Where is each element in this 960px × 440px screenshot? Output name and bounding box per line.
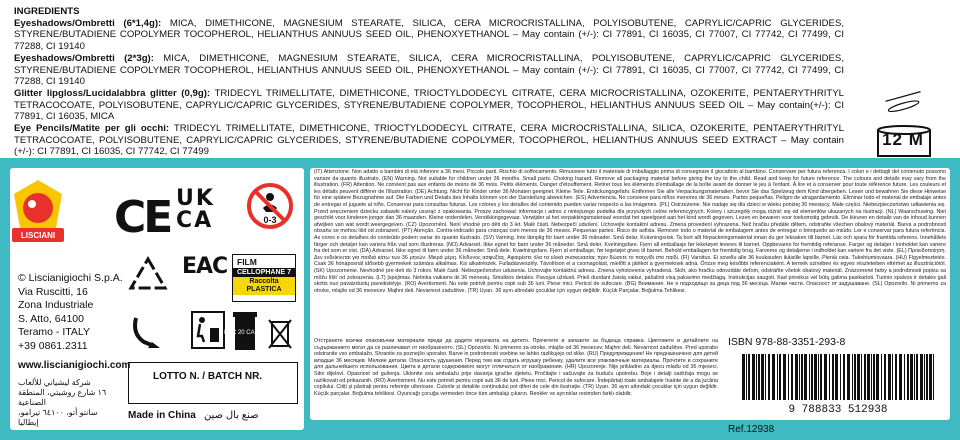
barcode-bar	[752, 354, 755, 400]
warnings-text: (IT) Attenzione. Non adatto a bambini di età inferiore a 36 mesi. Piccole parti. Rischio di soffocamento. Rimuovere tutto il materiale di imballaggio prima di consegnare il giocattolo al bambino. Conservare per futura referenza. I colori e i dettagli del contenuto possono variare da quanto illustrato. (EN) Warning. Not suitable for children under 36 months. Small parts. Choking hazard. Remove all packaging material before giving the toy to the child. Read and keep for future reference. The colours and details may vary from the illustration. (FR) Attention. Ne convient pas aux enfants de moins de 36 mois. Petits éléments. Danger d'étouffement. Retirer tous les éléments d'emballage de la boîte avant de donner le jeu à l'enfant. À lire et à conserver pour toute référence future. Les couleurs et les détails peuvent différer de l'illustration. (DE) Achtung. Nicht für Kinder unter 36 Monaten geeignet. Kleine Teile. Erstickungsgefahr. Entfernen Sie alle Verpackungsmaterialien, bevor Sie das Spielzeug dem Kind übergeben. Lesen und bewahren Sie diese Hinweise für eine spätere Bezugnahme auf. Die Farben und Details des Inhalts können von der Darstellung abweichen. (ES) Advertencia. No conviene para niños menores de 36 meses. Partes pequeñas. Peligro de atragantamiento. Eliminar todo el material de embalaje antes de entregar el juguete al niño. Conservar para consultas futuras. Los colores y los detalles del contenido pueden variar respecto a las imágenes. (PL) Ostrzeżenie. Nie nadaje się dla dzieci w wieku poniżej 36 miesięcy. Małe części. Niebezpieczeństwo udławienia się. Przed wręczeniem dziecku zabawki należy usunąć z opakowania. Proszę zachować informacje i adres z niniejszego pudełka dla przyszłych celów referencyjnych. Kolory i szczegóły mogą różnić się od elementów ukazanych na ilustracji. (NL) Waarschuwing. Niet geschikt voor kinderen jonger dan 36 maanden. Kleine onderdelen. Verstikkingsgevaar. Verwijder al het verpakkingsmateriaal voordat het speelgoed aan het kind wordt gegeven. Lezen en bewaren voor toekomstig gebruik. De kleuren en details van de inhoud kunnen afwijken van wat wordt weergegeven. (CZ) Upozornění. Není vhodné pro děti do 3 let. Malé části. Nebezpečí udušení. Uchovejte kontaktní adresu. Zmena provedení vyhrazena. Než hračku předáte dětem, odstraňte všechen obalový materiál. Barva a podrobnosti obsahu se mohou lišit od zobrazení. (PT) Atenção. Contra-indicado para crianças com menos de 36 meses. Pequenas partes. Risco de asfixia. Remover todo o material de embalagem antes de entregar o brinquedo ao miúdo. Ler e conservar para futura referência. As cores e os detalhes do conteúdo podem variar do quanto ilustrado. (SV) Varning. Inte lämplig för barn under 36 månader. Små delar. Kvävningsrisk. Ta bort allt förpackningsmaterial innan du ger leksaken till barnet. Läs och spara för framtida referens. Innehållets färger och detaljer kan variera från vad som illustreras. (NO) Advarsel. Ikke egnet for barn under 36 måneder. Små deler. Kvelningsfare. Fjern all emballasje før leketøyet leveres til barnet. Oppbevares for fremtidig referanse. Farger og detaljer i innholdet kan variere fra det som er vist. (DA) Advarsel. Ikke egnet til børn under 36 måneder. Små dele. Kvælningsfare. Fjern al emballage, før legetøjet gives til barnet. Behold emballagen for fremtidig brug. Farverne og detaljerne i indholdet kan variere fra det viste. (EL) Προειδοποίηση. Δεν ενδείκνυται για παιδιά κάτω των 36 μηνών. Μικρά μέρη. Κίνδυνος ασφυξίας. Αφαιρέστε όλα τα υλικά συσκευασίας πριν δώσετε το παιχνίδι στο παιδί. (FI) Varoitus. Ei sovellu alle 36 kuukauden ikäisille lapsille. Pieniä osia. Tukehtumisvaara. (HU) Figyelmeztetés. Csak 36 hónaposnál idősebb gyermekek számára alkalmas. Kis alkatrészek. Fulladásveszély. Távolítson el a csomagolást, mielőtt a játékot a gyermeknek adná. Őrizze meg későbbi referenciaként. A termék színében és egyes részleteiben eltérhet az illusztrációtól. (SK) Upozornenie. Nevhodné pre deti do 3 rokov. Malé časti. Nebezpečenstvo udusenia. Uchovajte kontaktnú adresu. Zmena vyhotovenia vyhradená. Skôr, ako hračku odovzdáte deťom, odstráňte všetok obalový materiál. Znázornené farby a podrobnosti popisu sa môžu líšiť od zobrazenia. (LT) Įspėjimas. Netinka vaikams iki 36 mėnesių. Smulkios detalės. Pavojus uždusti. Prieš duodant žaislą vaikui, pašalinti visą pakavimo medžiagą. Instrukcijas saugoti. Kad prireikus vėl būtų galima pasikartoti. Turinio spalvos ir detalės gali skirtis nuo pavaizduotų paveikslėlyje. (RO) Avertisment. Nu este potrivit pentru copii sub 36 luni. Piese mici. Pericol de sufocare. (BG) Внимание. Не е подходящо за деца под 36 месеца. Малки части. Опасност от задушаване. (SL) Opozorilo. Ni primerno za otroke, mlajše od 36 mesecev. Majhni deli. Nevarnost zadušitve. (TR) Uyarı. 36 ayın altındaki çocuklar için uygun değildir. Küçük Parçalar. Boğulma Tehlikesi.	[314, 169, 946, 294]
address-line: Via Ruscitti, 16	[18, 285, 88, 298]
barcode-bar	[861, 354, 862, 400]
film-recycling-label	[232, 254, 296, 302]
barcode-bar	[924, 354, 925, 400]
arabic-line: ١٦ شارع روشيتي، المنطقة الصناعية	[18, 388, 107, 407]
ingredient-label: Eyeshadows/Ombretti (2*3g):	[14, 52, 154, 64]
barcode-bar	[895, 354, 897, 400]
made-in-china-arabic: صنع بال صين	[204, 410, 259, 421]
film-material: CELLOPHANE 7	[233, 268, 295, 277]
barcode-bar	[920, 354, 923, 400]
open-jar-icon	[862, 88, 944, 128]
address-line: Zona Industriale	[18, 299, 94, 312]
company-address	[18, 272, 123, 354]
barcode-bar	[871, 354, 872, 400]
barcode-bar	[914, 354, 915, 400]
barcode-bar	[854, 354, 856, 400]
barcode-digits: 9 788833 512938	[788, 404, 888, 416]
ingredient-label: Eye Pencils/Matite per gli occhi:	[14, 123, 170, 135]
recycle-triangle-icon	[128, 256, 168, 292]
age-warning-icon	[246, 182, 294, 230]
address-line: Teramo - ITALY	[18, 326, 90, 339]
film-collection-line2: PLASTICA	[246, 286, 282, 293]
barcode-bar	[884, 354, 886, 400]
ingredient-text: TRIDECYL TRIMELLITATE, DIMETHICONE, TRIOCTYLDODECYL CITRATE, CERA MICROCRISTALLINA, OZOKERITE, PENTAERYTHRITYL TETRACOCOATE, POLYISOBUTENE, CAPRYLIC/CAPRIC GLYCERIDES, STYRENE/BUTADIENE COPOLYMER, TOCOPHEROL, HELIANTHUS ANNUUS SEED OIL – May contain(+/-): CI 77891, CI 16035, MICA	[14, 87, 845, 123]
film-collection	[233, 277, 295, 295]
address-line: +39 0861.2311	[18, 339, 88, 352]
crossed-bin-icon	[266, 314, 294, 350]
ukca-line2: CA	[176, 208, 214, 233]
barcode-bar	[926, 354, 928, 400]
brand-name: LISCIANI	[20, 231, 56, 240]
barcode-bar	[814, 354, 817, 400]
ingredient-text: MICA, DIMETHICONE, MAGNESIUM STEARATE, SILICA, CERA MICROCRISTALLINA, POLYISOBUTENE, CAPRYLIC/CAPRIC GLYCERIDES, STYRENE/BUTADIENE COPOLYMER TOCOPHEROL, HELIANTHUS ANNUUS SEED OIL, PHENOXYETHANOL – May contain (+/-): CI 77891, CI 16035, CI 77007, CI 77742, CI 77499, CI 77288, CI 19140	[14, 17, 845, 53]
barcode-bar	[899, 354, 902, 400]
barcode-bar	[840, 354, 841, 400]
barcode-bar	[904, 354, 905, 400]
arabic-address	[18, 378, 118, 428]
barcode-bar	[829, 354, 830, 400]
batch-number-box	[128, 362, 298, 404]
barcode-bar	[804, 354, 807, 400]
ingredient-label: Eyeshadows/Ombretti (6*1,4g):	[14, 17, 162, 29]
ingredient-text: MICA, DIMETHICONE, MAGNESIUM STEARATE, SILICA, CERA MICROCRISTALLINA, POLYISOBUTENE, CAPRYLIC/CAPRIC GLYCERIDES, STYRENE/BUTADIENE COPOLYMER TOCOPHEROL, HELIANTHUS ANNUUS SEED OIL, PHENOXYETHANOL – May contain (+/-): CI 77891, CI 16035, CI 77007, CI 77742, CI 77499, CI 77288, CI 19140	[14, 52, 844, 88]
barcode-bar	[910, 354, 913, 400]
barcode-bar	[824, 354, 827, 400]
barcode-bar	[761, 354, 764, 400]
barcode-bar	[832, 354, 834, 400]
tidyman-icon	[190, 310, 226, 350]
barcode-bar	[864, 354, 866, 400]
ingredients-heading: INGREDIENTS	[14, 6, 80, 17]
barcode-bar	[873, 354, 875, 400]
ingredient-label: Glitter lipgloss/Lucidalabbra glitter (0,9g):	[14, 87, 211, 99]
eac-mark: EAC	[182, 254, 228, 279]
barcode-bar	[929, 354, 932, 400]
ingredient-text: TRIDECYL TRIMELLITATE, DIMETHICONE, TRIOCTYLDODECYL CITRATE, CERA MICROCRISTALLINA, SILICA, OZOKERITE, PENTAERYTHRITYL TETRACOCOATE, POLYISOBUTENE, CAPRYLIC/CAPRIC GLYCERIDES, STYRENE/BUTADIENE COPOLYMER, TOCOPHEROL, HELIANTHUS ANNUUS SEED EXTRACT – May contain (+/-): CI 77891, CI 16035, CI 77742, CI 77499	[14, 123, 844, 158]
film-collection-line1: Raccolta	[249, 278, 279, 285]
recycling-bin-label: BAC 20 CARTA	[223, 330, 267, 336]
recycling-bin-icon	[223, 310, 267, 352]
barcode-bar	[795, 354, 798, 400]
barcode-bar	[748, 354, 750, 400]
pao-label: 12 M	[882, 130, 924, 149]
barcode-bar	[876, 354, 879, 400]
barcode-bar	[788, 354, 789, 400]
barcode-bar	[801, 354, 803, 400]
barcode-bar	[881, 354, 882, 400]
ukca-line1: UK	[176, 186, 215, 211]
barcode-bar	[799, 354, 800, 400]
barcode-bar	[888, 354, 891, 400]
barcode-bar	[742, 354, 745, 400]
barcode-bar	[809, 354, 810, 400]
barcode-bar	[765, 354, 766, 400]
age-label: 0-3	[263, 215, 277, 225]
isbn-code: ISBN 978-88-3351-293-8	[728, 336, 846, 348]
barcode-bar	[820, 354, 822, 400]
barcode-bar	[933, 354, 934, 400]
barcode-bar	[791, 354, 793, 400]
barcode-bar	[843, 354, 845, 400]
barcode-bar	[867, 354, 870, 400]
website-link[interactable]: www.liscianigiochi.com	[18, 360, 131, 371]
barcode-bar	[772, 354, 775, 400]
ukca-mark	[176, 188, 226, 232]
warnings-text-lower: Отстранете всички опаковъчни материали преди да дадете играчката на детето. Прочетете и запазете за бъдеща справка. Цветовете и детайлите на съдържанието могат да се различават от изобразеното. (SL) Opozorilo. Ni primerno za otroke, mlajše od 36 mesecev. Majhni deli. Nevarnost zadušitve. Pred uporabo odstranite vso embalažo. Shranite za poznejšo uporabo. Barve in podrobnosti vsebine se lahko razlikujejo od slike. (RU) Предупреждение! Не предназначено для детей младше 36 месяцев. Мелкие детали. Опасность удушения. Перед тем как отдать игрушку ребенку, удалите все упаковочные материалы. Прочтите и сохраните для дальнейшего использования. Цвета и детали содержимого могут отличаться от изображения. (HR) Upozorenje. Nije prikladno za djecu mlađu od 36 mjeseci. Sitni dijelovi. Opasnost od gušenja. Uklonite svu ambalažu prije davanja igračke djetetu. Pročitajte i sačuvajte za buduću upotrebu. Boje i detalji sadržaja mogu se razlikovati od prikazanih. (RO) Avertisment. Nu este potrivit pentru copii sub 36 de luni. Piese mici. Pericol de sufocare. Îndepărtați toate ambalajele înainte de a da jucăria copilului. Citiți și păstrați pentru referințe ulterioare. Culorile și detaliile conținutului pot diferi de cele din ilustrație. (TR) Uyarı. 36 ayın altındaki çocuklar için uygun değildir. Küçük parçalar. Boğulma tehlikesi. Oyuncağı çocuğa vermeden önce tüm ambalajı çıkarın. Renkler ve ayrıntılar resimden farklı olabilir.	[314, 338, 718, 397]
barcode-bar	[857, 354, 860, 400]
address-line: © Liscianigiochi S.p.A.	[18, 272, 123, 284]
ingredients-text	[14, 6, 844, 158]
arabic-line: شركة ليشياني للألعاب	[18, 378, 91, 387]
film-title: FILM	[237, 257, 257, 267]
barcode-bar	[847, 354, 850, 400]
barcode-bar	[811, 354, 813, 400]
recycle-arrow-icon	[128, 312, 168, 350]
reference-number: Ref.12938	[728, 424, 775, 435]
lisciani-logo	[10, 178, 66, 250]
barcode-bar	[818, 354, 819, 400]
barcode-bar	[892, 354, 893, 400]
barcode-image	[728, 352, 948, 414]
barcode-bar	[783, 354, 786, 400]
barcode-bar	[758, 354, 760, 400]
ingredients-section	[0, 0, 960, 158]
barcode-bar	[756, 354, 757, 400]
barcode-bar	[777, 354, 778, 400]
ce-mark: CE	[114, 192, 171, 243]
barcode-bar	[835, 354, 838, 400]
barcode-bar	[779, 354, 781, 400]
barcode-bar	[852, 354, 853, 400]
barcode-bar	[916, 354, 918, 400]
batch-number-label: LOTTO N. / BATCH NR.	[153, 371, 263, 382]
barcode-bar	[768, 354, 770, 400]
barcode-bar	[907, 354, 909, 400]
arabic-line: سانتو أتو، ٦٤١٠٠ تيرامو، إيطاليا	[18, 408, 98, 427]
barcode-bar	[746, 354, 747, 400]
address-line: S. Atto, 64100	[18, 312, 84, 325]
made-in-china: Made in China	[128, 410, 196, 421]
